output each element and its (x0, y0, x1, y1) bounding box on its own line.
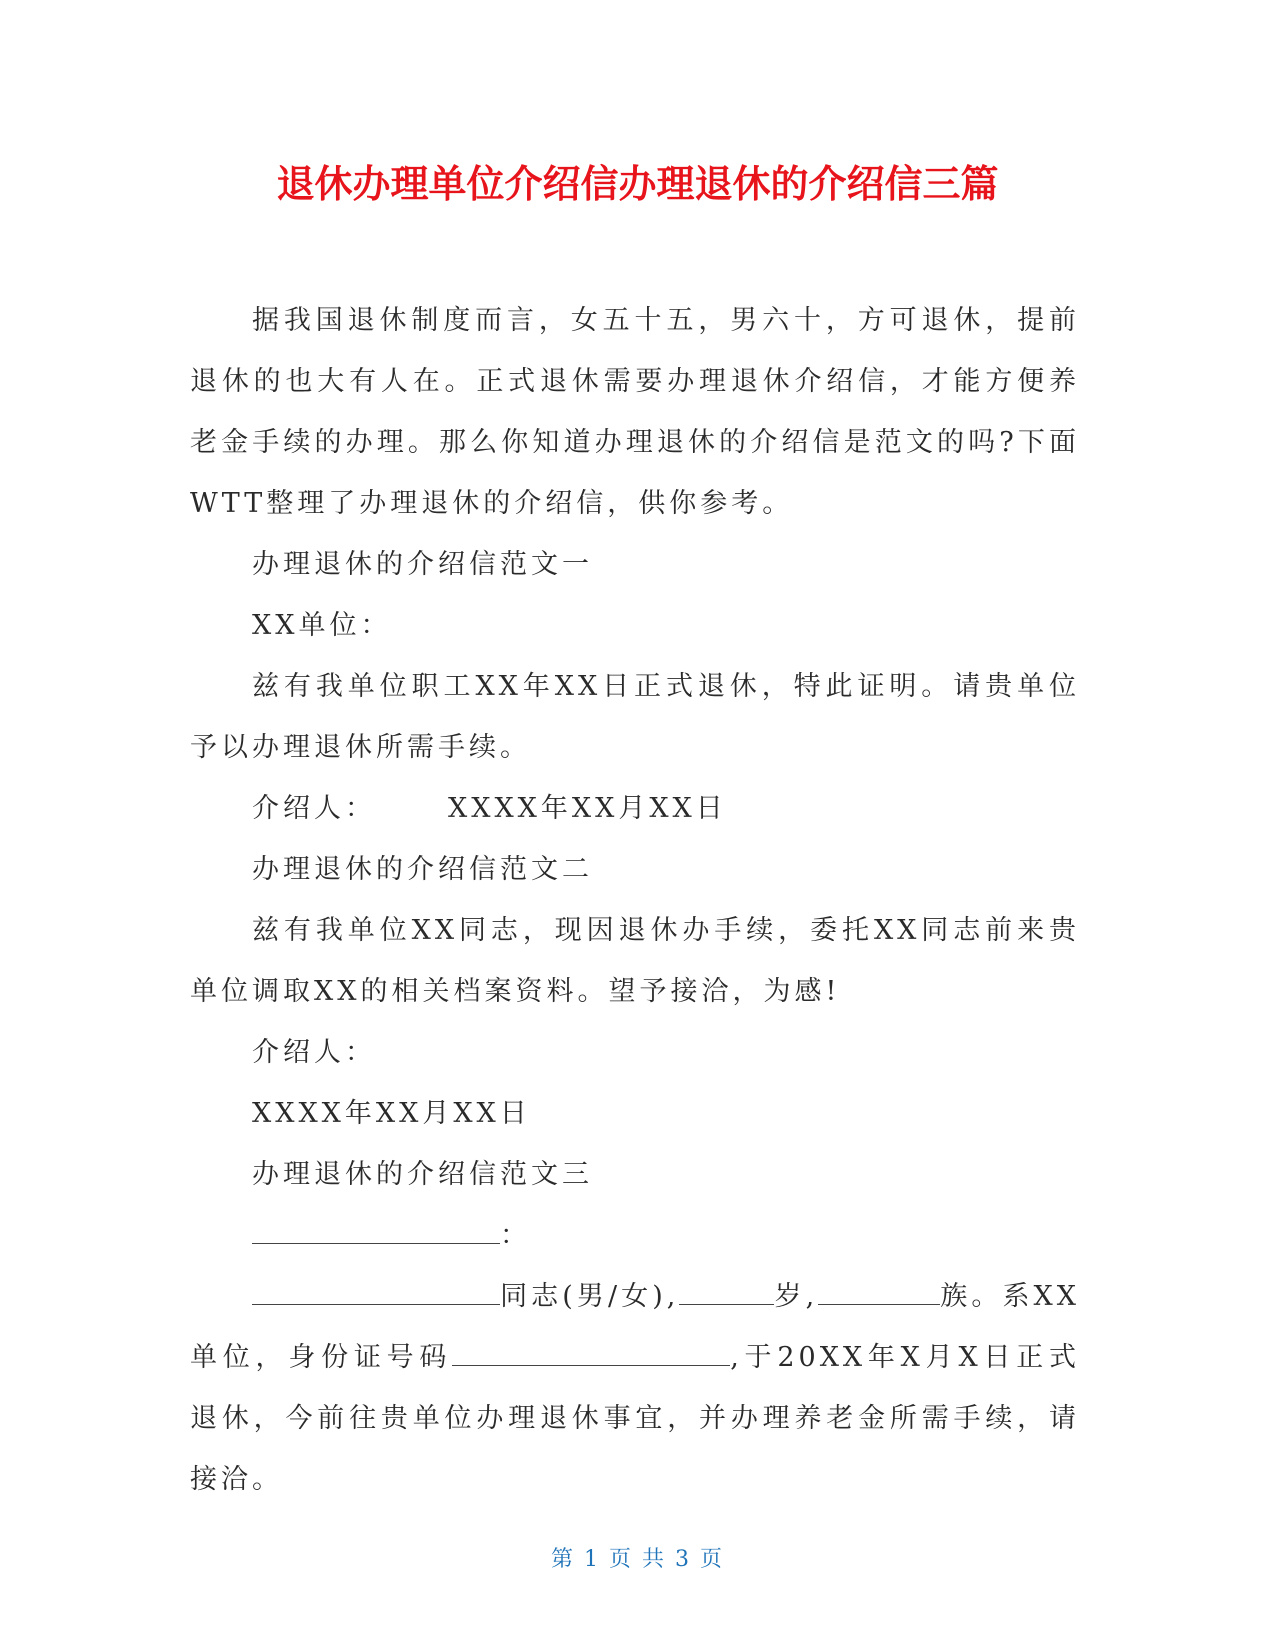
salutation-colon: ： (500, 1220, 531, 1251)
sample2-body: 兹有我单位XX同志，现因退休办手续，委托XX同志前来贵单位调取XX的相关档案资料。望予接洽，为感! (190, 915, 1080, 1007)
sample1-salutation: XX单位： (252, 610, 392, 641)
document-title: 退休办理单位介绍信办理退休的介绍信三篇 (276, 162, 999, 206)
name-blank (252, 1274, 500, 1305)
sample1-heading: 办理退休的介绍信范文一 (252, 549, 593, 580)
retire-text: ,于20XX年X月X日正式退休，今前往贵单位办理退休事宜，并办理养老金所需手续，请接洽。 (190, 1342, 1081, 1495)
sample3-body (190, 1266, 1080, 1510)
comrade-text: 同志(男/女), (500, 1281, 680, 1312)
recipient-blank (252, 1213, 500, 1244)
sample3-salutation (190, 1205, 1080, 1266)
sample3-heading: 办理退休的介绍信范文三 (252, 1159, 593, 1190)
document-body (190, 290, 1080, 1510)
id-number-blank (452, 1335, 730, 1366)
sample2-signer-label: 介绍人： (252, 1037, 376, 1068)
sample1-date: XXXX年XX月XX日 (448, 793, 727, 824)
sample1-body: 兹有我单位职工XX年XX日正式退休，特此证明。请贵单位予以办理退休所需手续。 (190, 671, 1080, 763)
sample2-date: XXXX年XX月XX日 (252, 1098, 531, 1129)
nation-blank (818, 1274, 940, 1305)
sample1-signature-line (190, 778, 1080, 839)
age-text: 岁, (774, 1281, 819, 1312)
nation-text: 族。系XX单位，身份证号码 (190, 1281, 1081, 1373)
age-blank (679, 1274, 774, 1305)
sample2-heading: 办理退休的介绍信范文二 (252, 854, 593, 885)
sample1-signer-label: 介绍人： (252, 793, 376, 824)
intro-paragraph: 据我国退休制度而言，女五十五，男六十，方可退休，提前退休的也大有人在。正式退休需要办理退休介绍信，才能方便养老金手续的办理。那么你知道办理退休的介绍信是范文的吗?下面WTT整理了办理退休的介绍信，供你参考。 (190, 305, 1080, 519)
page-number-footer: 第 1 页 共 3 页 (551, 1547, 724, 1572)
